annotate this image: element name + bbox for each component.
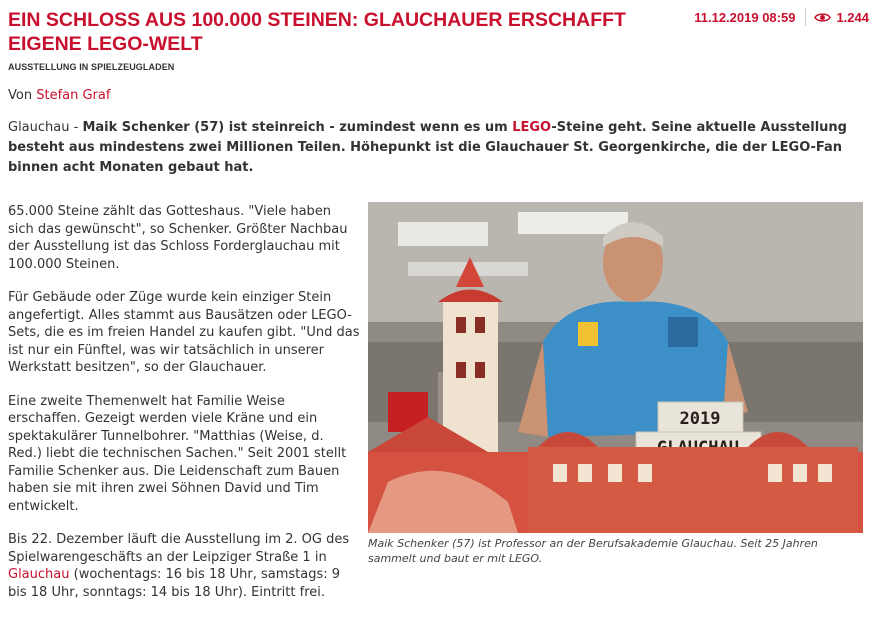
article-kicker: AUSSTELLUNG IN SPIELZEUGLADEN xyxy=(8,62,175,72)
author-link[interactable]: Stefan Graf xyxy=(36,88,111,103)
glauchau-link[interactable]: Glauchau xyxy=(8,567,70,582)
body-paragraph: Für Gebäude oder Züge wurde kein einziger Stein angefertigt. Alles stammt aus Bausätzen oder LEGO-Sets, die es im freien Handel zu kaufen gibt. "Und das ist nur ein Fünftel, was wir tatsächlich in unserer Werkstatt besitzen", so der Glauchauer. xyxy=(8,290,360,375)
view-count: 1.244 xyxy=(836,9,869,25)
lead-text-2: -Steine geht. Seine aktuelle Ausstellung besteht aus mindestens zwei Millionen Teilen. Höhepunkt ist die Glauchauer St. Georgenkirche, die der LEGO-Fan binnen acht Monaten gebaut hat. xyxy=(8,120,847,175)
body-paragraph: Eine zweite Themenwelt hat Familie Weise erschaffen. Gezeigt werden viele Kräne und ein spektakulärer Tunnelbohrer. "Matthias (Weise, d. Red.) liebt die technischen Sachen." Seit 2001 stellt Familie Schenker aus. Die Leidenschaft zum Bauen haben sie mit ihren zwei Söhnen David und Tim entwickelt. xyxy=(8,393,347,514)
meta-divider xyxy=(805,8,806,26)
lead-text-1: Maik Schenker (57) ist steinreich - zumindest wenn es um xyxy=(82,120,513,135)
lego-link[interactable]: LEGO xyxy=(512,120,552,135)
lead-location: Glauchau - xyxy=(8,120,83,135)
article-headline: EIN SCHLOSS AUS 100.000 STEINEN: GLAUCHAUER ERSCHAFFT EIGENE LEGO-WELT xyxy=(8,9,626,55)
last-paragraph-text-end: (wochentags: 16 bis 18 Uhr, samstags: 9 bis 18 Uhr, sonntags: 14 bis 18 Uhr). Eintritt frei. xyxy=(8,567,341,600)
photo-caption: Maik Schenker (57) ist Professor an der Berufsakademie Glauchau. Seit 25 Jahren sammelt und baut er mit LEGO. xyxy=(368,537,818,565)
last-paragraph-text: Bis 22. Dezember läuft die Ausstellung im 2. OG des Spielwarengeschäfts an der Leipziger Straße 1 in xyxy=(8,532,350,565)
article-body xyxy=(8,203,360,617)
byline-prefix: Von xyxy=(8,88,37,103)
publish-date: 11.12.2019 08:59 xyxy=(694,9,796,25)
byline xyxy=(8,88,110,103)
article-photo xyxy=(368,202,863,533)
lego-exhibition-photo xyxy=(368,202,863,533)
article-meta xyxy=(694,8,869,26)
body-paragraph: 65.000 Steine zählt das Gotteshaus. "Viele haben sich das gewünscht", so Schenker. Größter Nachbau der Ausstellung ist das Schloss Forderglauchau mit 100.000 Steinen. xyxy=(8,204,348,272)
sign-year: 2019 xyxy=(679,409,721,429)
eye-icon xyxy=(814,12,831,23)
article-lead xyxy=(8,118,864,178)
